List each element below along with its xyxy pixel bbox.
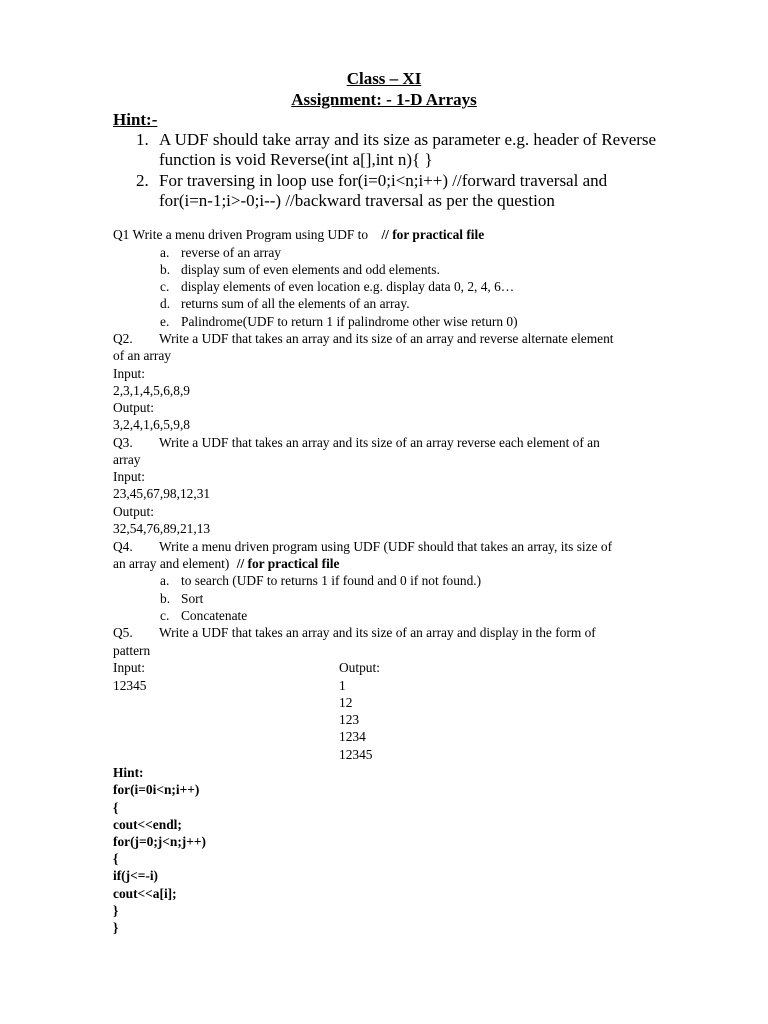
q4-option-a: to search (UDF to returns 1 if found and 0 if not found.) (181, 573, 482, 588)
code-line: } (113, 920, 119, 935)
q3-input-label: Input: (113, 469, 145, 484)
code-hint-heading: Hint: (113, 765, 144, 780)
hint-2-line-2: for(i=n-1;i>-0;i--) //backward traversal as per the question (159, 191, 555, 210)
q1-option-a-marker: a. (160, 245, 170, 260)
q1-option-d: returns sum of all the elements of an array. (181, 296, 410, 311)
assignment-title: Assignment: - 1-D Arrays (291, 90, 477, 109)
q3-label: Q3. (113, 435, 133, 450)
q3-output-value: 32,54,76,89,21,13 (113, 521, 211, 536)
class-title: Class – XI (346, 69, 422, 88)
q4-line-2-wrap (113, 557, 339, 570)
code-line: for(i=0i<n;i++) (113, 782, 200, 797)
code-line: for(j=0;j<n;j++) (113, 834, 206, 849)
q1-option-c: display elements of even location e.g. display data 0, 2, 4, 6… (181, 279, 515, 294)
q2-input-label: Input: (113, 366, 145, 381)
code-line: { (113, 851, 119, 866)
code-line: if(j<=-i) (113, 868, 158, 883)
q2-output-label: Output: (113, 400, 154, 415)
hint-1-line-1: A UDF should take array and its size as parameter e.g. header of Reverse (159, 130, 657, 149)
q1-option-e: Palindrome(UDF to return 1 if palindrome other wise return 0) (181, 314, 518, 329)
q1-question (113, 228, 484, 241)
q5-output-line: 1234 (339, 729, 366, 744)
q4-line-2: an array and element) (113, 556, 233, 571)
hint-2-line-1: For traversing in loop use for(i=0;i<n;i++) //forward traversal and (159, 171, 608, 190)
hint-1-line-2: function is void Reverse(int a[],int n){ } (159, 150, 433, 169)
q1-option-e-marker: e. (160, 314, 170, 329)
q4-practical-note: // for practical file (236, 556, 340, 571)
q2-output-value: 3,2,4,1,6,5,9,8 (113, 417, 190, 432)
q2-input-value: 2,3,1,4,5,6,8,9 (113, 383, 190, 398)
q4-option-b: Sort (181, 591, 204, 606)
q2-line-2: of an array (113, 348, 171, 363)
code-line: { (113, 800, 119, 815)
q1-option-d-marker: d. (160, 296, 171, 311)
q5-output-line: 12 (339, 695, 353, 710)
q4-option-c-marker: c. (160, 608, 170, 623)
q5-output-line: 12345 (339, 747, 373, 762)
q2-line-1: Write a UDF that takes an array and its size of an array and reverse alternate element (159, 331, 614, 346)
q1-option-b: display sum of even elements and odd elements. (181, 262, 440, 277)
q1-option-c-marker: c. (160, 279, 170, 294)
q3-line-1: Write a UDF that takes an array and its size of an array reverse each element of an (159, 435, 600, 450)
q4-option-a-marker: a. (160, 573, 170, 588)
code-line: cout<<a[i]; (113, 886, 177, 901)
q3-line-2: array (113, 452, 141, 467)
q5-label: Q5. (113, 625, 133, 640)
q3-input-value: 23,45,67,98,12,31 (113, 486, 211, 501)
hint-heading: Hint:- (113, 110, 158, 129)
q5-input-value: 12345 (113, 678, 147, 693)
q4-option-c: Concatenate (181, 608, 248, 623)
q1-practical-note: // for practical file (381, 227, 485, 242)
q2-label: Q2. (113, 331, 133, 346)
code-line: } (113, 903, 119, 918)
q3-output-label: Output: (113, 504, 154, 519)
code-line: cout<<endl; (113, 817, 182, 832)
hint-2-marker: 2. (136, 171, 149, 190)
q4-label: Q4. (113, 539, 133, 554)
q5-output-line: 123 (339, 712, 360, 727)
q5-input-label: Input: (113, 660, 145, 675)
q5-line-1: Write a UDF that takes an array and its size of an array and display in the form of (159, 625, 596, 640)
q1-text: Q1 Write a menu driven Program using UDF to (113, 227, 372, 242)
q5-output-label: Output: (339, 660, 380, 675)
q5-output-line: 1 (339, 678, 346, 693)
q4-line-1: Write a menu driven program using UDF (UDF should that takes an array, its size of (159, 539, 613, 554)
q4-option-b-marker: b. (160, 591, 171, 606)
q1-option-b-marker: b. (160, 262, 171, 277)
hint-1-marker: 1. (136, 130, 149, 149)
q5-line-2: pattern (113, 643, 151, 658)
q1-option-a: reverse of an array (181, 245, 281, 260)
